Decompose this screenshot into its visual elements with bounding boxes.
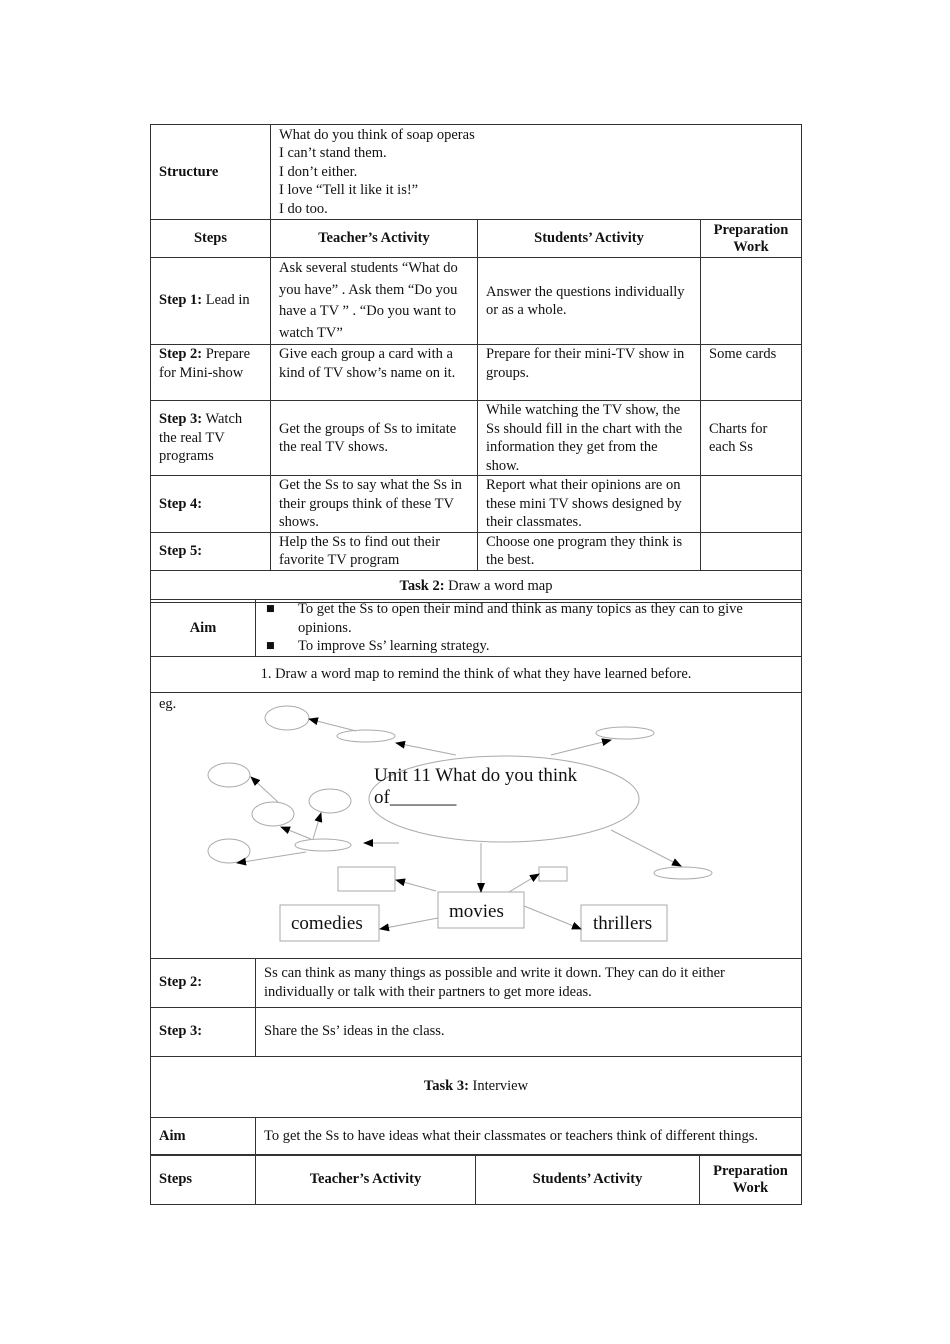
- header-students: Students’ Activity: [532, 1171, 643, 1188]
- step-text: Share the Ss’ ideas in the class.: [256, 1007, 802, 1056]
- step-label: Step 1:: [159, 292, 203, 309]
- task3-title-row: [151, 1056, 802, 1117]
- step-name: Watch the real TV programs: [159, 411, 243, 465]
- task2-table: [150, 599, 802, 1156]
- students-activity: While watching the TV show, the Ss should fill in the chart with the information they get from the show.: [478, 401, 701, 476]
- map-box: [338, 867, 395, 891]
- step-text: Ss can think as many things as possible and write it down. They can do it either individually or talk with their partners to get more ideas.: [256, 958, 802, 1007]
- task2-aim-row: [151, 600, 802, 657]
- prep-work: Charts for each Ss: [701, 401, 802, 476]
- aim-label: Aim: [159, 1127, 186, 1144]
- teacher-activity: Get the groups of Ss to imitate the real TV shows.: [271, 401, 478, 476]
- eg-label: eg.: [159, 695, 177, 712]
- word-map-row: [151, 692, 802, 958]
- task3-header-table: [150, 1154, 802, 1205]
- task3-title: Interview: [468, 1078, 529, 1095]
- map-label-comedies: comedies: [291, 912, 363, 934]
- teacher-activity: Help the Ss to find out their favorite TV program: [271, 532, 478, 570]
- header-prep: Preparation Work: [713, 221, 789, 255]
- task3-header-row: [151, 1155, 802, 1205]
- header-teacher: Teacher’s Activity: [309, 1171, 422, 1188]
- map-center-text: of_______: [374, 786, 457, 808]
- map-node: [265, 706, 309, 730]
- prep-work: Some cards: [701, 345, 802, 401]
- prep-work: [701, 258, 802, 345]
- instruction-row: [151, 656, 802, 692]
- lesson-table: [150, 124, 802, 603]
- step-row: [151, 345, 802, 401]
- structure-row: [151, 125, 802, 220]
- aim-label: Aim: [189, 619, 217, 636]
- prep-work: [701, 532, 802, 570]
- teacher-activity: Get the Ss to say what the Ss in their groups think of these TV shows.: [271, 476, 478, 533]
- map-node: [295, 839, 351, 851]
- task3-label: Task 3:: [423, 1078, 469, 1095]
- step-label: Step 2:: [159, 346, 203, 362]
- header-prep: Preparation Work: [713, 1162, 788, 1196]
- map-node: [208, 839, 250, 863]
- task3-aim-row: [151, 1117, 802, 1155]
- students-activity: Prepare for their mini-TV show in groups.: [478, 345, 701, 401]
- step-row: [151, 401, 802, 476]
- header-steps: Steps: [159, 1171, 193, 1188]
- map-node: [208, 763, 250, 787]
- step-label: Step 3:: [159, 1023, 203, 1040]
- prep-work: [701, 476, 802, 533]
- task2-step2-row: [151, 958, 802, 1007]
- step-label: Step 5:: [159, 542, 203, 559]
- students-activity: Choose one program they think is the best.: [478, 532, 701, 570]
- header-steps: Steps: [193, 230, 228, 247]
- step-label: Step 4:: [159, 495, 203, 512]
- bullet-icon: ■: [266, 638, 275, 654]
- map-label-movies: movies: [449, 900, 504, 922]
- students-activity: Report what their opinions are on these mini TV shows designed by their classmates.: [478, 476, 701, 533]
- instruction-text: 1. Draw a word map to remind the think of what they have learned before.: [151, 656, 802, 692]
- structure-line: I do too.: [279, 200, 328, 217]
- step-row: [151, 476, 802, 533]
- structure-line: What do you think of soap operas: [279, 126, 475, 143]
- step-label: Step 2:: [159, 974, 203, 991]
- aim-item: [264, 600, 793, 637]
- step-label: Step 3:: [159, 411, 203, 428]
- structure-line: I love “Tell it like it is!”: [279, 182, 419, 199]
- structure-line: I don’t either.: [279, 163, 358, 180]
- aim-text: To get the Ss to open their mind and think as many topics as they can to give opinions.: [298, 601, 743, 636]
- aim-item: [264, 637, 793, 656]
- aim-text: To get the Ss to have ideas what their classmates or teachers think of different things.: [256, 1117, 802, 1155]
- step-row: [151, 532, 802, 570]
- map-node: [309, 789, 351, 813]
- header-students: Students’ Activity: [534, 230, 644, 247]
- bullet-icon: ■: [266, 601, 275, 617]
- map-label-thrillers: thrillers: [593, 912, 653, 934]
- map-node: [337, 730, 395, 742]
- structure-label: Structure: [159, 163, 219, 180]
- step-name: Lead in: [202, 292, 250, 309]
- task2-title-row: [151, 570, 802, 602]
- map-box: [539, 867, 567, 881]
- step-name: Prepare for Mini-show: [159, 346, 251, 381]
- map-center-text: Unit 11 What do you think: [374, 764, 578, 786]
- map-node: [654, 867, 712, 879]
- map-node: [252, 802, 294, 826]
- step-row: [151, 258, 802, 345]
- task2-step3-row: [151, 1007, 802, 1056]
- header-teacher: Teacher’s Activity: [318, 230, 430, 247]
- teacher-activity: Give each group a card with a kind of TV show’s name on it.: [271, 345, 478, 401]
- students-activity: Answer the questions individually or as a whole.: [478, 258, 701, 345]
- word-map-diagram: [151, 693, 801, 959]
- teacher-activity: Ask several students “What do you have” . Ask them “Do you have a TV ” . “Do you want to watch TV”: [271, 258, 478, 345]
- header-row: [151, 220, 802, 258]
- task2-title: Draw a word map: [444, 577, 553, 594]
- map-node: [596, 727, 654, 739]
- task2-label: Task 2:: [399, 577, 445, 594]
- aim-text: To improve Ss’ learning strategy.: [298, 638, 490, 654]
- structure-line: I can’t stand them.: [279, 145, 387, 162]
